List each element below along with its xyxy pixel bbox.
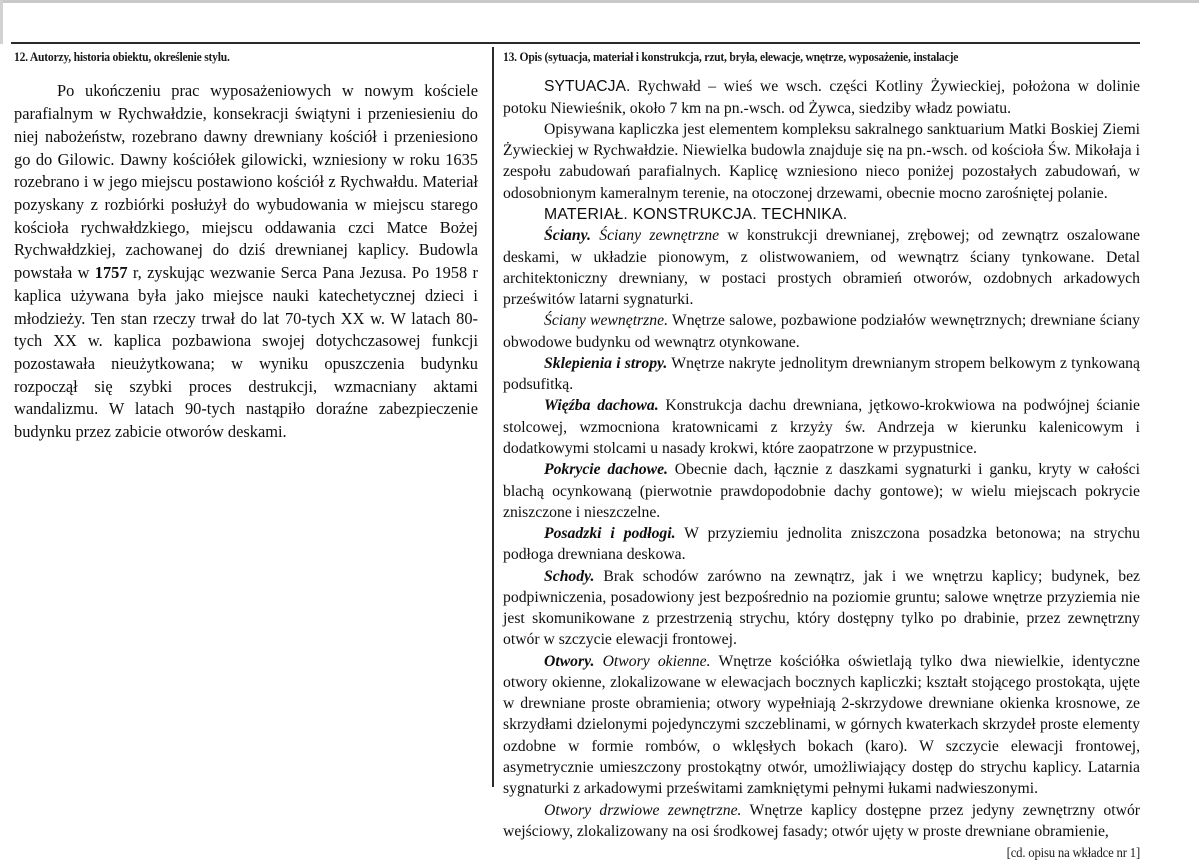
label-wiezba-dachowa: Więźba dachowa. [544,397,659,415]
label-schody: Schody. [544,567,595,585]
text-run: Wnętrze nakryte jednolitym drewnianym stropem belkowym z tynkowaną podsufitką. [503,354,1140,394]
text-run: Konstrukcja dachu drewniana, jętkowo-krokwiowa na podwójnej ścianie stolcowej, wzmocniona kratownicami z krzyży św. Andrzeja w kierunku kalenicowym i dodatkowymi stolcami u nasady krokwi, które zaopatrzone w przypustnice. [503,397,1140,458]
text-run: Obecnie dach, łącznie z daszkami sygnaturki i ganku, kryty w całości blachą ocynkowaną (pierwotnie prawdopodobnie dachy gontowe); w wielu miejscach pokrycie zniszczone i nieszczelne. [503,461,1140,521]
label-sciany: Ściany. [544,227,591,245]
block-sytuacja [503,76,1140,119]
left-column [14,50,478,444]
heading-sytuacja: SYTUACJA. [544,78,631,96]
text-run: Rychwałd – wieś we wsch. części Kotliny Żywieckiej, położona w dolinie potoku Niewieśnik, około 7 km na pn.-wsch. od Żywca, siedziby władz powiatu. [503,78,1140,117]
block-wiezba-dachowa [503,395,1140,459]
field-12-header: 12. Autorzy, historia obiektu, określenie stylu. [14,50,230,64]
heading-material-konstrukcja-technika: MATERIAŁ. KONSTRUKCJA. TECHNIKA. [544,205,848,223]
block-sytuacja-2 [503,119,1140,204]
block-otwory-drzwiowe [503,800,1140,843]
label-posadzki-i-podlogi: Posadzki i podłogi. [544,525,676,543]
field-12-body [14,80,478,444]
lead-sciany-zewnetrzne: Ściany zewnętrzne [590,227,720,245]
block-schody [503,566,1140,651]
right-column [503,50,1140,862]
text-run: r, zyskując wezwanie Serca Pana Jezusa. Po 1958 r kaplica używana była jako miejsce nauki katechetycznej dzieci i młodzieży. Ten stan rzeczy trwał do lat 70-tych XX w. W latach 80-tych XX w. kaplica pozbawiona swojej dotychczasowej funkcji pozostawała nieużytkowana; w wyniku opuszczenia budynku rozpoczął się szybki proces destrukcji, wzmacniany aktami wandalizmu. W latach 90-tych nastąpiło doraźne zabezpieczenie budynku przez zabicie otworów deskami. [14,263,478,442]
text-run: Opisywana kapliczka jest elementem kompleksu sakralnego sanktuarium Matki Boskiej Ziemi Żywieckiej w Rychwałdzie. Niewielka budowla znajduje się na pn.-wsch. od kościoła Św. Mikołaja i zespołu zabudowań parafialnych. Kaplicę wzniesiono nieco poniżej pozostałych zabudowań, w odosobnionym kameralnym terenie, na otoczonej drzewami, obecnie mocno zarośniętej polanie. [503,120,1140,202]
block-sklepienia-i-stropy [503,353,1140,396]
lead-otwory-okienne: Otwory okienne. [594,652,711,670]
label-sklepienia-i-stropy: Sklepienia i stropy. [544,354,668,372]
text-run: Brak schodów zarówno na zewnątrz, jak i we wnętrzu kaplicy; budynek, bez podpiwniczenia, posadowiony jest bezpośrednio na poziomie gruntu; salowe wnętrze przyziemia nie jest skomunikowane z przestrzenią strychu, który dostępny tylko po drabinie, przez zewnętrzny otwór w szczycie elewacji frontowej. [503,567,1140,649]
field-13-header: 13. Opis (sytuacja, materiał i konstrukcja, rzut, bryła, elewacje, wnętrze, wyposażenie, instalacje [503,50,959,64]
block-sciany-wewnetrzne [503,310,1140,353]
year-bold: 1757 [94,263,128,283]
text-run: Wnętrze kościółka oświetlają tylko dwa niewielkie, identyczne otwory okienne, zlokalizowane w elewacjach bocznych kapliczki; kształt stojącego prostokąta, ujęte w drewniane proste obramienia; otwory wypełniają 2-skrzydowe drewniane okienka krosnowe, ze skrzydłami dzielonymi pojedynczymi szczeblinami, w górnych kwaterkach skrzydeł proste elementy ozdobne w formie rombów, o wklęsłych bokach (karo). W szczycie elewacji frontowej, asymetrycznie umieszczony prostokątny otwór, umożliwiający dostęp do strychu kaplicy. Latarnia sygnaturki z arkadowymi prześwitami zamkniętymi pełnymi łukami nadwieszonymi. [503,652,1140,798]
label-pokrycie-dachowe: Pokrycie dachowe. [544,461,668,479]
text-run: Wnętrze salowe, pozbawione podziałów wewnętrznych; drewniane ściany obwodowe budynku od wewnątrz otynkowane. [503,312,1140,351]
label-sciany-wewnetrzne: Ściany wewnętrzne. [544,312,668,330]
label-otwory: Otwory. [544,652,595,670]
block-pokrycie-dachowe [503,459,1140,523]
continuation-note: [cd. opisu na wkładce nr 1] [1006,845,1140,861]
label-otwory-drzwiowe-zewnetrzne: Otwory drzwiowe zewnętrzne. [544,801,742,819]
top-horizontal-rule [11,42,1140,44]
text-run: Po ukończeniu prac wyposażeniowych w nowym kościele parafialnym w Rychwałdzie, konsekracji świątyni i przeniesieniu do niej nabożeństw, rozebrano dawny drewniany kościół i przeniesiono go do Gilowic. Dawny kościółek gilowicki, wzniesiony w roku 1635 rozebrano i w jego miejscu postawiono kościół z Rychwałdu. Materiał pozyskany z rozbiórki posłużył do wybudowania w miejscu starego kościoła rychwałdzkiego, miejscu oddawania czci Matce Bożej Rychwałdzkiej, zachowanej do dziś drewnianej kaplicy. Budowla powstała w [14,81,478,283]
block-posadzki-i-podlogi [503,523,1140,566]
field-13-body [503,76,1140,862]
text-run: W przyziemiu jednolita zniszczona posadzka betonowa; na strychu podłoga drewniana deskowa. [503,525,1140,564]
block-otwory-okienne [503,651,1140,800]
text-run: Wnętrze kaplicy dostępne przez jedyny zewnętrzny otwór wejściowy, zlokalizowany na osi środkowej fasady; otwór ujęty w proste drewniane obramienie, [503,801,1141,840]
block-sciany [503,225,1140,310]
column-divider-rule [492,47,494,787]
text-run: w konstrukcji drewnianej, zrębowej; od zewnątrz oszalowane deskami, w układzie pionowym, z olistwowaniem, od wewnątrz ściany tynkowane. Detal architektoniczny drewniany, w postaci prostych obramień otworów, ozdobnych arkadowych prześwitów latarni sygnaturki. [503,227,1141,309]
paragraph [14,80,478,444]
